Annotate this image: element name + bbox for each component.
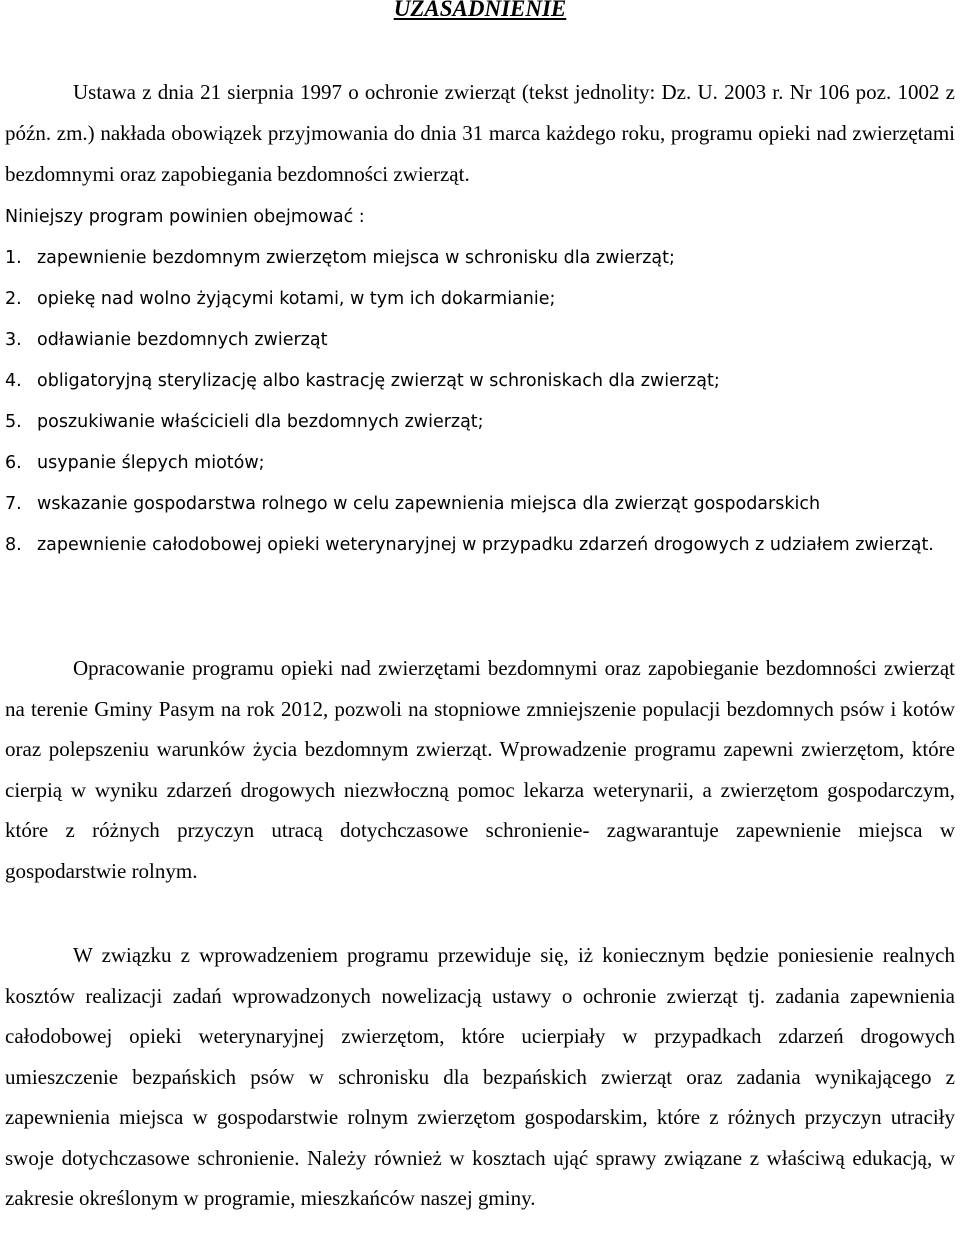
duty-item-5 xyxy=(5,402,955,443)
duty-item-8 xyxy=(5,525,955,566)
duty-text: poszukiwanie właścicieli dla bezdomnych zwierząt; xyxy=(37,412,484,432)
body-paragraph-1: Opracowanie programu opieki nad zwierzętami bezdomnymi oraz zapobieganie bezdomności zwierząt na terenie Gminy Pasym na rok 2012, pozwoli na stopniowe zmniejszenie populacji bezdomnych psów i kotów oraz polepszeniu warunków życia bezdomnym zwierząt. Wprowadzenie programu zapewni zwierzętom, które cierpią w wyniku zdarzeń drogowych niezwłoczną pomoc lekarza weterynarii, a zwierzętom gospodarczym, które z różnych przyczyn utracą dotychczasowe schronienie- zagwarantuje zapewnienie miejsca w gospodarstwie rolnym. xyxy=(5,656,955,883)
duty-text: zapewnienie całodobowej opieki weterynaryjnej w przypadku zdarzeń drogowych z udziałem zwierząt. xyxy=(37,535,934,555)
document-title: UZASADNIENIE xyxy=(393,0,567,21)
duty-number: 6. xyxy=(5,453,22,473)
duty-item-2 xyxy=(5,279,955,320)
duty-text: zapewnienie bezdomnym zwierzętom miejsca w schronisku dla zwierząt; xyxy=(37,248,675,268)
duty-number: 8. xyxy=(5,535,22,555)
duty-text: usypanie ślepych miotów; xyxy=(37,453,265,473)
duty-number: 1. xyxy=(5,248,22,268)
duty-text: odławianie bezdomnych zwierząt xyxy=(37,330,328,350)
duty-text: opiekę nad wolno żyjącymi kotami, w tym ich dokarmianie; xyxy=(37,289,556,309)
intro-paragraph: Ustawa z dnia 21 sierpnia 1997 o ochronie zwierząt (tekst jednolity: Dz. U. 2003 r. Nr 106 poz. 1002 z późn. zm.) nakłada obowiązek przyjmowania do dnia 31 marca każdego roku, programu opieki nad zwierzętami bezdomnymi oraz zapobiegania bezdomności zwierząt. xyxy=(5,80,955,186)
duty-item-3 xyxy=(5,320,955,361)
body-paragraph-2: W związku z wprowadzeniem programu przewiduje się, iż koniecznym będzie poniesienie realnych kosztów realizacji zadań wprowadzonych nowelizacją ustawy o ochronie zwierząt tj. zadania zapewnienia całodobowej opieki weterynaryjnej zwierzętom, które ucierpiały w przypadkach zdarzeń drogowych umieszczenie bezpańskich psów w schronisku dla bezpańskich zwierząt oraz zadania wynikającego z zapewnienia miejsca w gospodarstwie rolnym zwierzętom gospodarskim, które z różnych przyczyn utraciły swoje dotychczasowe schronienie. Należy również w kosztach ująć sprawy związane z właściwą edukacją, w zakresie określonym w programie, mieszkańców naszej gminy. xyxy=(5,943,955,1210)
duty-item-4 xyxy=(5,361,955,402)
duty-number: 5. xyxy=(5,412,22,432)
duty-item-1 xyxy=(5,238,955,279)
duty-number: 4. xyxy=(5,371,22,391)
duties-list xyxy=(5,238,955,566)
duty-number: 2. xyxy=(5,289,22,309)
duty-text: obligatoryjną sterylizację albo kastrację zwierząt w schroniskach dla zwierząt; xyxy=(37,371,720,391)
duty-item-7 xyxy=(5,484,955,525)
duty-item-6 xyxy=(5,443,955,484)
duty-text: wskazanie gospodarstwa rolnego w celu zapewnienia miejsca dla zwierząt gospodarskich xyxy=(37,494,821,514)
scope-label: Niniejszy program powinien obejmować : xyxy=(5,207,365,227)
duty-number: 3. xyxy=(5,330,22,350)
duty-number: 7. xyxy=(5,494,22,514)
